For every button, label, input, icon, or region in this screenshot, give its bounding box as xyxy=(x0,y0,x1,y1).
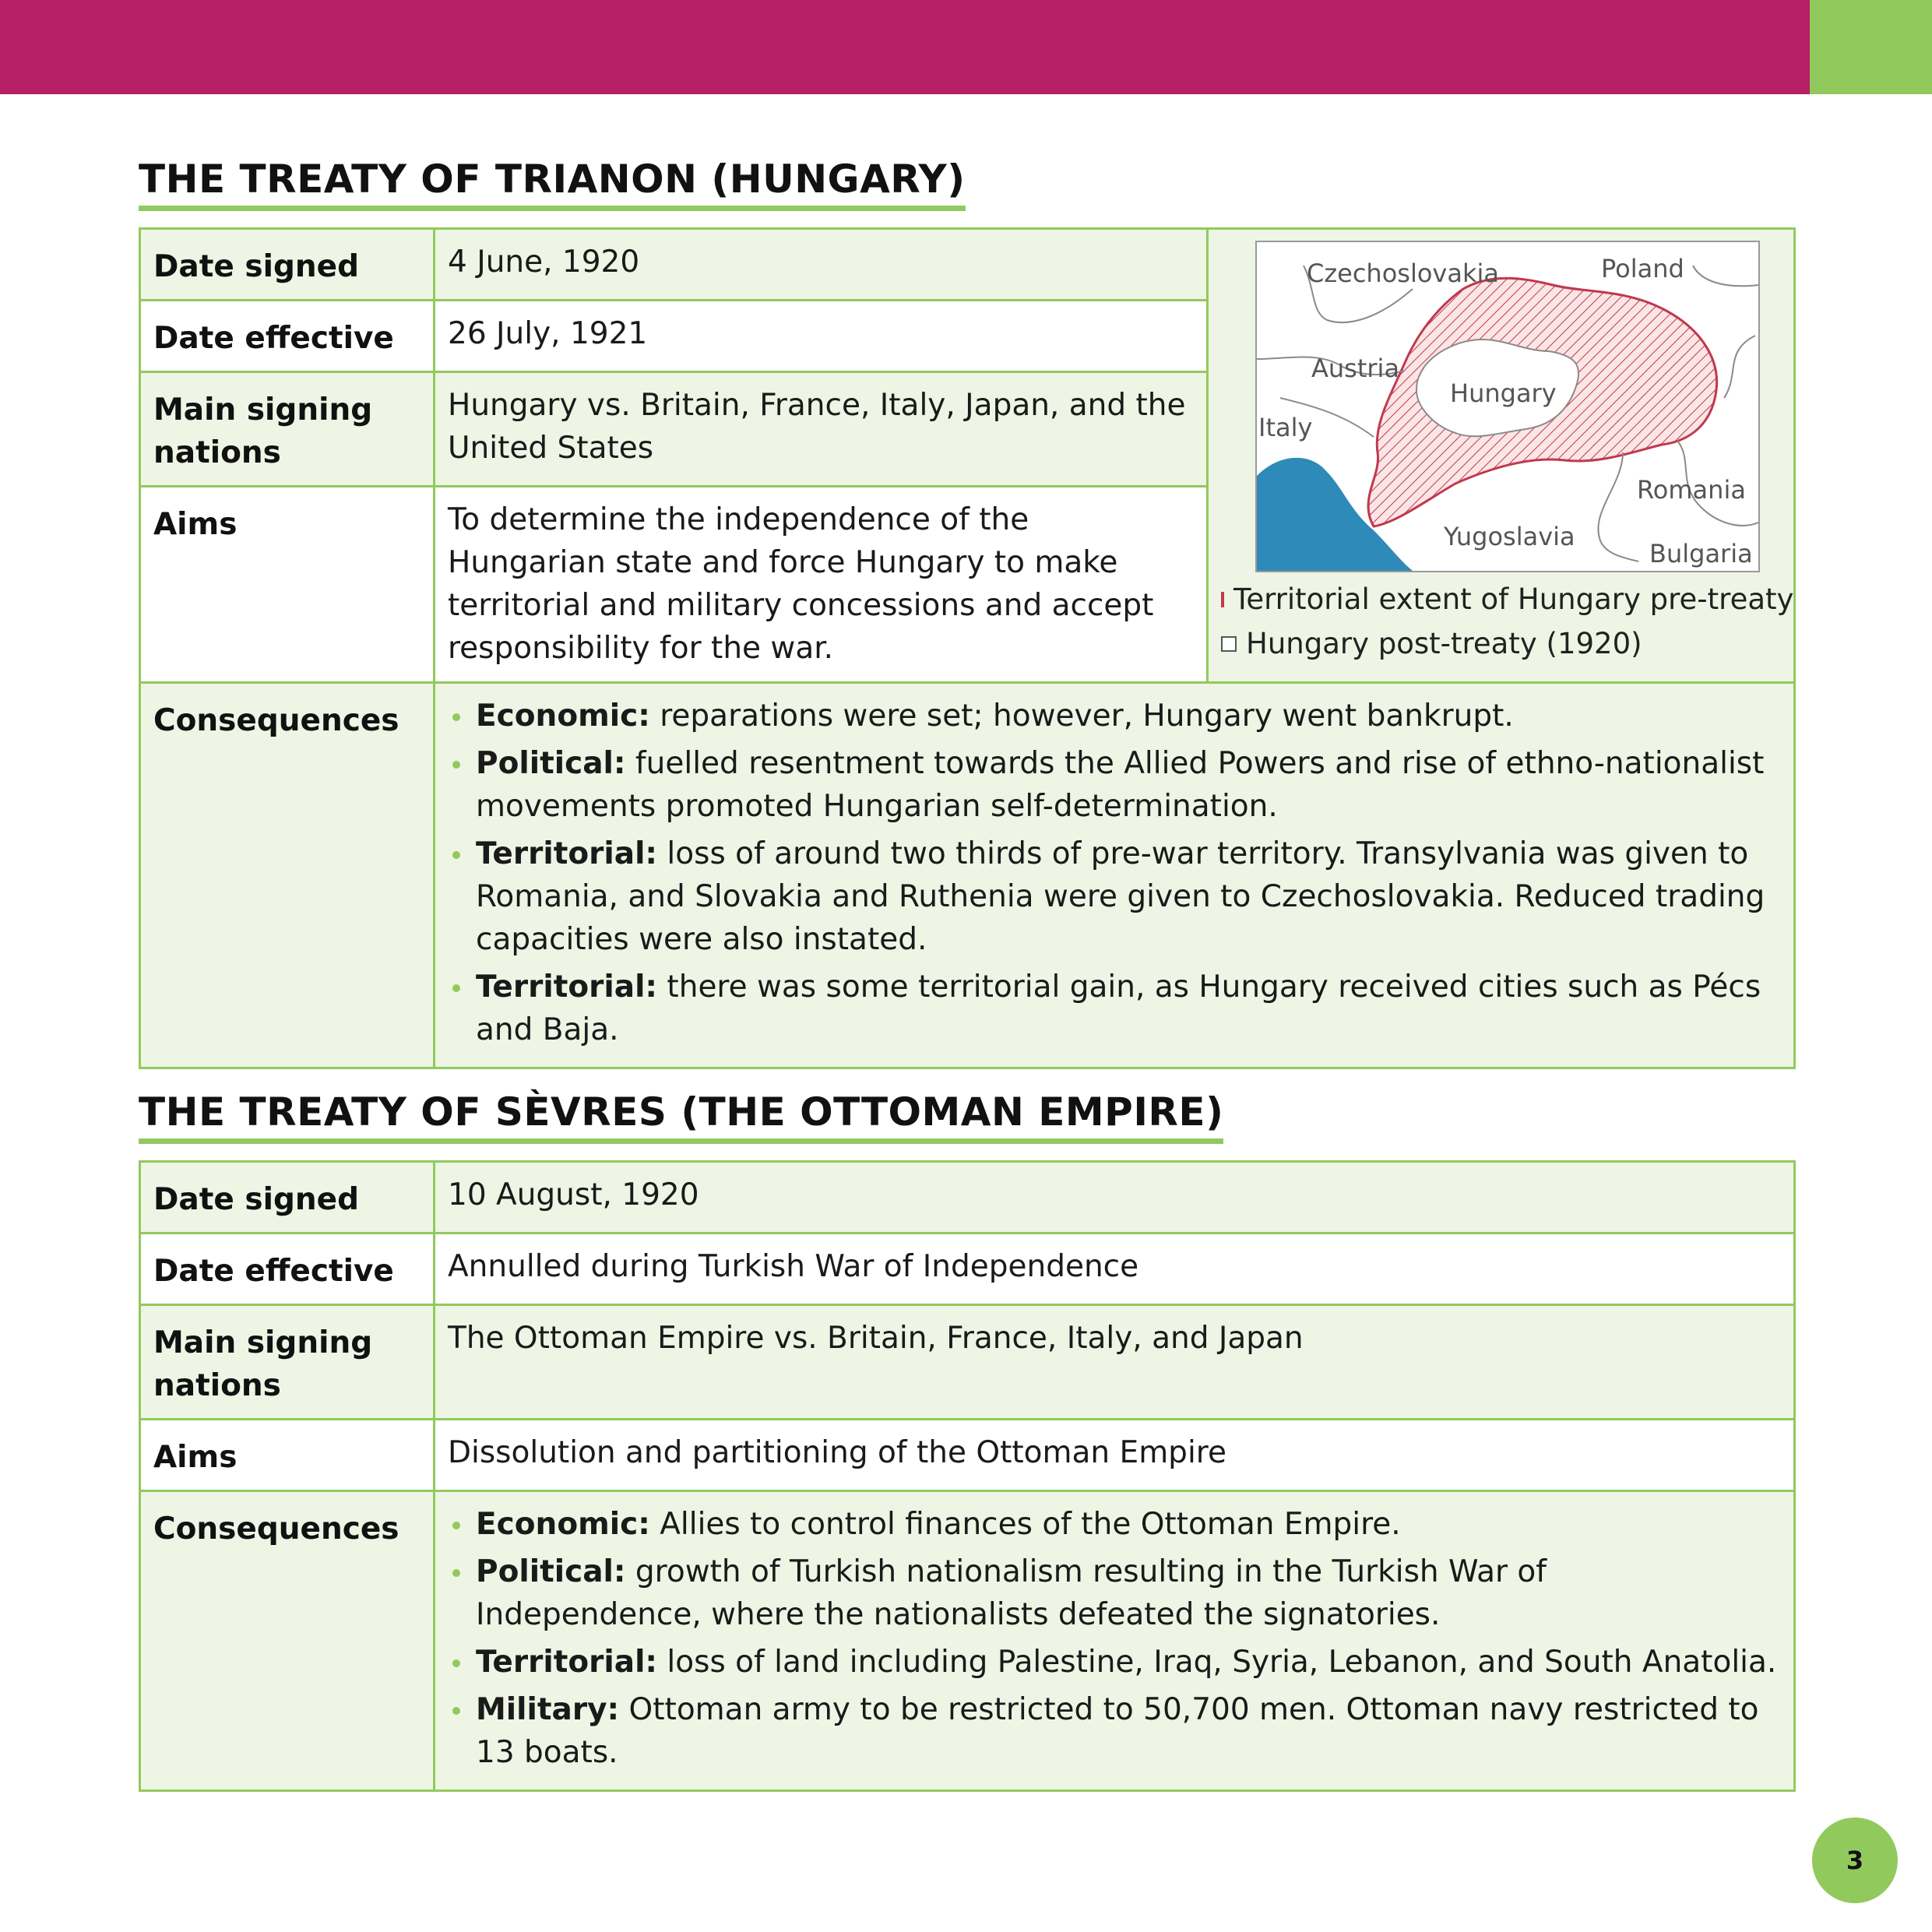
legend-item-pre-treaty xyxy=(1221,577,1794,621)
table-row xyxy=(140,229,1795,301)
row-label: Main signing nations xyxy=(140,372,435,487)
row-value: 4 June, 1920 xyxy=(435,229,1208,301)
map-cell xyxy=(1208,229,1795,683)
map-label-bulgaria: Bulgaria xyxy=(1649,539,1753,568)
row-value: The Ottoman Empire vs. Britain, France, Italy, and Japan xyxy=(435,1305,1795,1420)
sevres-table xyxy=(139,1160,1796,1792)
row-value xyxy=(435,683,1795,1068)
consequences-list xyxy=(448,695,1781,1051)
table-row xyxy=(140,1420,1795,1491)
section-title-sevres: THE TREATY OF SÈVRES (THE OTTOMAN EMPIRE) xyxy=(139,1093,1223,1144)
map-label-austria: Austria xyxy=(1311,354,1400,383)
row-label: Consequences xyxy=(140,683,435,1068)
legend-label: Territorial extent of Hungary pre-treaty xyxy=(1233,582,1794,616)
list-item: Military: Ottoman army to be restricted to 50,700 men. Ottoman navy restricted to 13 boats. xyxy=(448,1688,1781,1774)
row-label: Aims xyxy=(140,487,435,683)
table-row xyxy=(140,1233,1795,1305)
trianon-table xyxy=(139,227,1796,1069)
map-legend xyxy=(1221,577,1794,666)
table-row xyxy=(140,1162,1795,1233)
list-item: Territorial: loss of around two thirds of pre-war territory. Transylvania was given to Romania, and Slovakia and Ruthenia were given to Czechoslovakia. Reduced trading capacities were also instated. xyxy=(448,832,1781,961)
section-title-trianon: THE TREATY OF TRIANON (HUNGARY) xyxy=(139,160,966,211)
map-label-romania: Romania xyxy=(1637,475,1746,505)
legend-item-post-treaty xyxy=(1221,621,1781,666)
row-value: Hungary vs. Britain, France, Italy, Japan, and the United States xyxy=(435,372,1208,487)
map-label-hungary: Hungary xyxy=(1450,378,1557,408)
row-label: Consequences xyxy=(140,1491,435,1791)
consequences-list xyxy=(448,1503,1781,1774)
map-label-czechoslovakia: Czechoslovakia xyxy=(1307,259,1499,288)
list-item: Political: growth of Turkish nationalism resulting in the Turkish War of Independence, where the nationalists defeated the signatories. xyxy=(448,1550,1781,1636)
row-value: 26 July, 1921 xyxy=(435,301,1208,372)
hatched-swatch-icon xyxy=(1221,592,1224,607)
row-label: Date signed xyxy=(140,229,435,301)
row-label: Date signed xyxy=(140,1162,435,1233)
row-label: Aims xyxy=(140,1420,435,1491)
row-value xyxy=(435,1491,1795,1791)
list-item: Economic: reparations were set; however, Hungary went bankrupt. xyxy=(448,695,1781,737)
row-label: Date effective xyxy=(140,301,435,372)
list-item: Political: fuelled resentment towards the Allied Powers and rise of ethno-nationalist movements promoted Hungarian self-determination. xyxy=(448,742,1781,828)
map-label-yugoslavia: Yugoslavia xyxy=(1444,522,1575,551)
row-value: Dissolution and partitioning of the Ottoman Empire xyxy=(435,1420,1795,1491)
map-label-poland: Poland xyxy=(1601,254,1684,283)
list-item: Economic: Allies to control finances of the Ottoman Empire. xyxy=(448,1503,1781,1546)
table-row xyxy=(140,683,1795,1068)
white-swatch-icon xyxy=(1221,636,1237,652)
row-value: Annulled during Turkish War of Independence xyxy=(435,1233,1795,1305)
legend-label: Hungary post-treaty (1920) xyxy=(1246,627,1642,660)
table-row xyxy=(140,1491,1795,1791)
row-value: 10 August, 1920 xyxy=(435,1162,1795,1233)
page-number-badge: 3 xyxy=(1812,1818,1898,1903)
row-label: Main signing nations xyxy=(140,1305,435,1420)
row-label: Date effective xyxy=(140,1233,435,1305)
header-accent-block xyxy=(1810,0,1932,94)
header-bar xyxy=(0,0,1810,94)
hungary-map xyxy=(1255,241,1760,572)
table-row xyxy=(140,1305,1795,1420)
list-item: Territorial: there was some territorial gain, as Hungary received cities such as Pécs and Baja. xyxy=(448,966,1781,1051)
list-item: Territorial: loss of land including Palestine, Iraq, Syria, Lebanon, and South Anatolia. xyxy=(448,1641,1781,1684)
row-value: To determine the independence of the Hungarian state and force Hungary to make territorial and military concessions and accept responsibility for the war. xyxy=(435,487,1208,683)
map-label-italy: Italy xyxy=(1258,413,1313,442)
